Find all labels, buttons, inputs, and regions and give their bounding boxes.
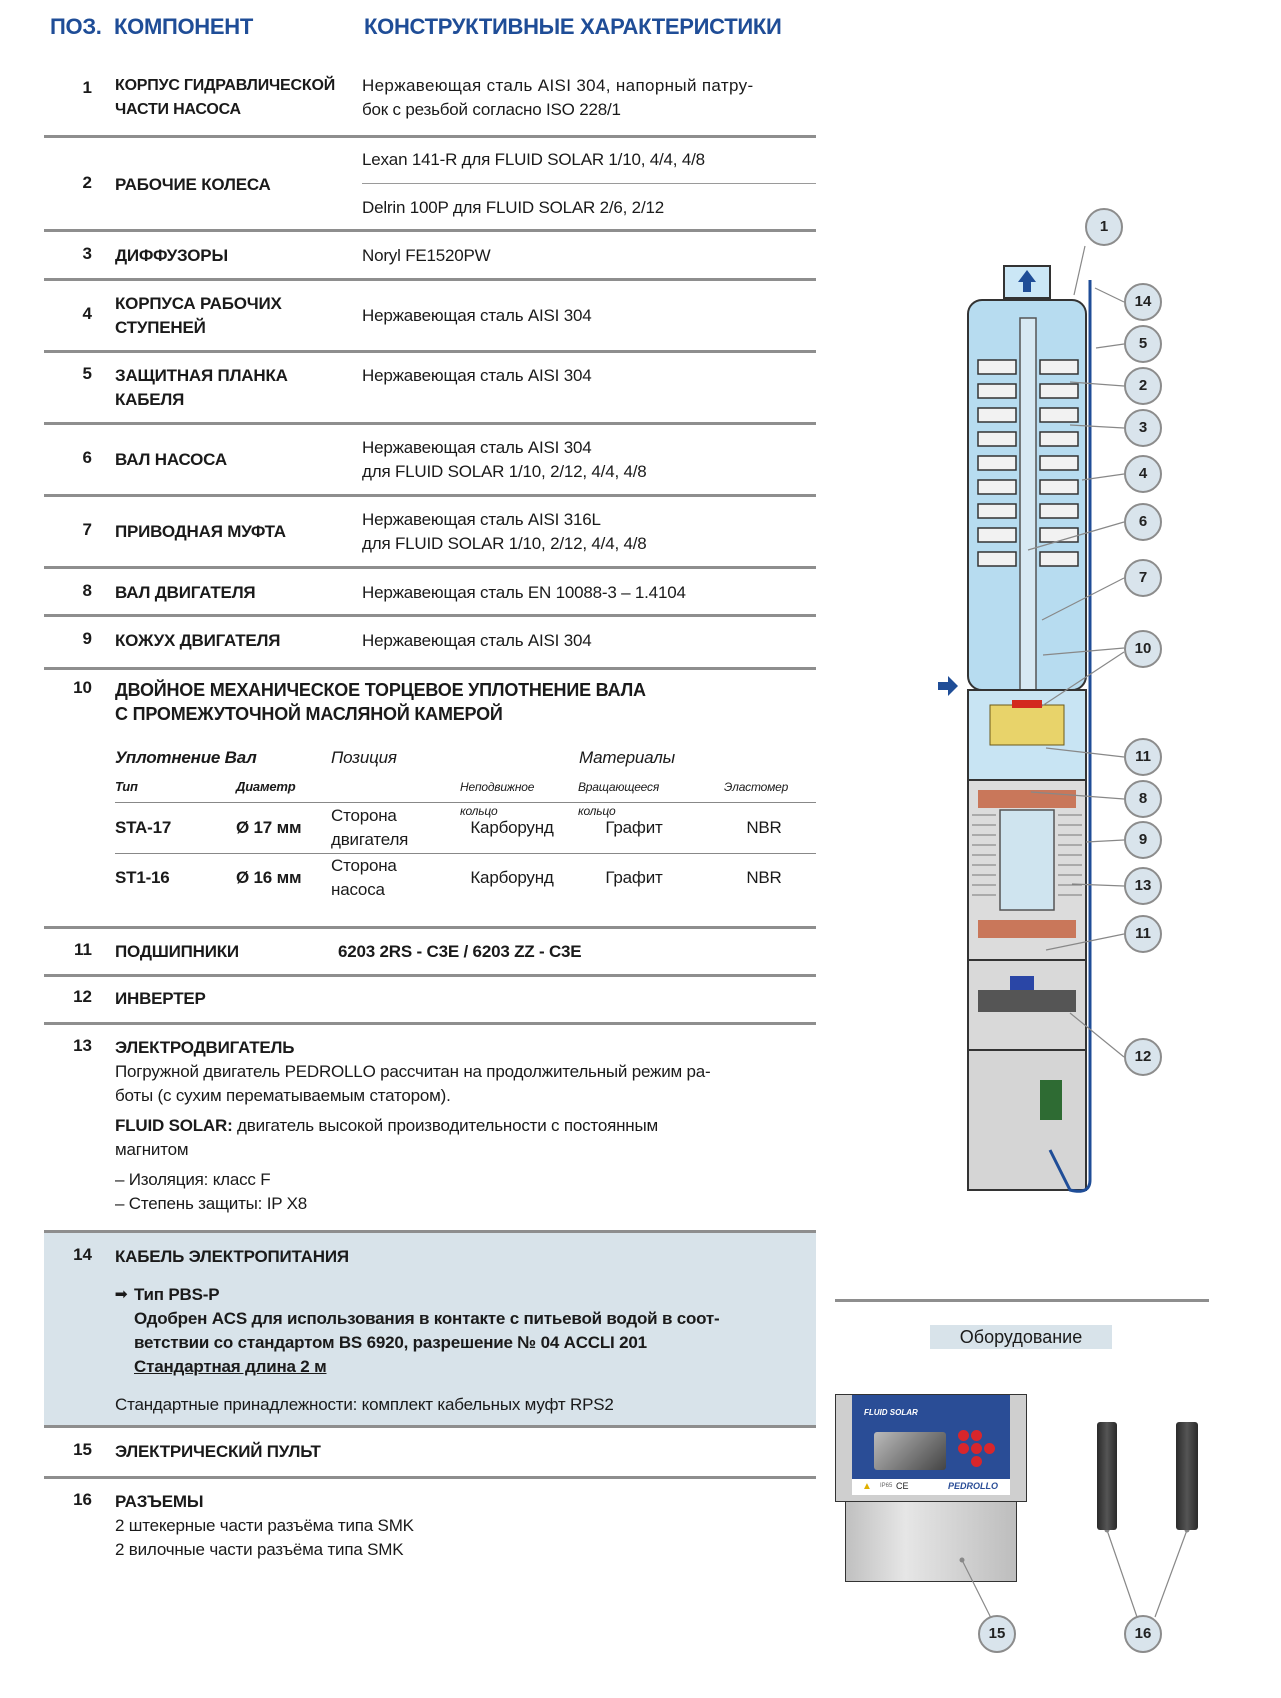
smk-connector-male (1097, 1422, 1117, 1530)
inverter-board (978, 990, 1076, 1012)
smk-connector-female (1176, 1422, 1198, 1530)
row-description-b: Delrin 100P для FLUID SOLAR 2/6, 2/12 (362, 198, 664, 217)
row-component: ВАЛ ДВИГАТЕЛЯ (115, 583, 256, 602)
seal-rotating-ring: Графит (605, 818, 663, 837)
key-ok[interactable] (971, 1443, 982, 1454)
connectors-description (115, 1514, 815, 1562)
seal-type: ST1-16 (115, 868, 170, 887)
callout-14: 14 (1124, 283, 1162, 321)
key-up[interactable] (971, 1430, 982, 1441)
callout-2: 2 (1124, 367, 1162, 405)
seal-type: STA-17 (115, 818, 172, 837)
row-divider (44, 667, 816, 670)
component-line: ЗАЩИТНАЯ ПЛАНКА (115, 366, 288, 385)
cable-connector-block (1040, 1080, 1062, 1120)
callout-10: 10 (1124, 630, 1162, 668)
equipment-divider (835, 1299, 1209, 1302)
callout-5: 5 (1124, 325, 1162, 363)
component-line: КОРПУС ГИДРАВЛИЧЕСКОЙ (115, 77, 335, 94)
position-line: Сторона (331, 806, 397, 825)
row-number: 7 (82, 520, 92, 539)
sub-divider (362, 183, 816, 184)
pedrollo-logo: PEDROLLO (948, 1481, 999, 1491)
row-component: РАБОЧИЕ КОЛЕСА (115, 175, 271, 194)
callout-16: 16 (1124, 1615, 1162, 1653)
callout-11-lower: 11 (1124, 915, 1162, 953)
inlet-arrow-icon (938, 676, 958, 696)
component-line: СТУПЕНЕЙ (115, 318, 206, 337)
component-line: КОРПУСА РАБОЧИХ (115, 294, 282, 313)
row-component: РАЗЪЕМЫ (115, 1492, 204, 1511)
ce-mark: CE (896, 1481, 909, 1491)
shaft-seal-red (1012, 700, 1042, 708)
callout-12: 12 (1124, 1038, 1162, 1076)
row-divider (44, 422, 816, 425)
callout-13: 13 (1124, 867, 1162, 905)
seal-diameter: Ø 16 мм (236, 868, 302, 887)
row-number: 9 (82, 629, 92, 648)
warning-icon: ▲ (862, 1481, 872, 1492)
seal-title-line: С ПРОМЕЖУТОЧНОЙ МАСЛЯНОЙ КАМЕРОЙ (115, 704, 503, 724)
seal-fixed-ring: Карборунд (470, 868, 554, 887)
seal-head-position: Позиция (331, 748, 397, 767)
arrow-icon: ➟ (115, 1286, 128, 1303)
capacitor (1010, 976, 1034, 990)
seal-head-divider (115, 802, 816, 803)
seal-head-rotating-ring: Вращающееся кольцо (578, 780, 660, 818)
row-divider (44, 926, 816, 929)
row-number: 16 (73, 1490, 92, 1509)
row-divider (44, 494, 816, 497)
row-number: 8 (82, 581, 92, 600)
oil-chamber (990, 705, 1064, 745)
description-line: для FLUID SOLAR 1/10, 2/12, 4/4, 4/8 (362, 534, 647, 553)
seal-rotating-ring: Графит (605, 868, 663, 887)
row-divider (44, 135, 816, 138)
controller-brand: FLUID SOLAR (864, 1408, 918, 1417)
seal-head-materials: Материалы (579, 748, 675, 767)
row-number: 11 (74, 940, 92, 959)
cable-standard-length: Стандартная длина 2 м (134, 1357, 327, 1376)
callout-7: 7 (1124, 559, 1162, 597)
row-description: Нержавеющая сталь AISI 304 (362, 306, 592, 325)
seal-title (115, 678, 646, 726)
motor-line: боты (с сухим перематываемым статором). (115, 1086, 451, 1105)
seal-position (331, 854, 441, 902)
connector-line: 2 штекерные части разъёма типа SMK (115, 1516, 414, 1535)
row-component: КОЖУХ ДВИГАТЕЛЯ (115, 631, 281, 650)
row-component: ЭЛЕКТРИЧЕСКИЙ ПУЛЬТ (115, 1442, 321, 1461)
seal-head-type: Тип (115, 779, 138, 794)
key-right[interactable] (984, 1443, 995, 1454)
connector-line: 2 вилочные части разъёма типа SMK (115, 1540, 404, 1559)
row-component (115, 74, 335, 122)
seal-elastomer: NBR (746, 868, 782, 887)
description-line: для FLUID SOLAR 1/10, 2/12, 4/4, 4/8 (362, 462, 647, 481)
seal-head-elastomer: Эластомер (724, 780, 789, 794)
description-line: Нержавеющая сталь AISI 304 (362, 438, 592, 457)
row-divider (44, 974, 816, 977)
controller-keypad (958, 1430, 1008, 1474)
row-number: 1 (82, 78, 92, 97)
equipment-label: Оборудование (930, 1325, 1112, 1349)
row-description-a: Lexan 141-R для FLUID SOLAR 1/10, 4/4, 4/8 (362, 150, 705, 169)
row-description (362, 436, 812, 484)
spec-line: – Изоляция: класс F (115, 1170, 271, 1189)
row-description: Нержавеющая сталь AISI 304 (362, 366, 592, 385)
key-down[interactable] (971, 1456, 982, 1467)
seal-title-line: ДВОЙНОЕ МЕХАНИЧЕСКОЕ ТОРЦЕВОЕ УПЛОТНЕНИЕ ВАЛА (115, 680, 646, 700)
controller-rating: IP65 (880, 1483, 893, 1489)
key-left[interactable] (958, 1443, 969, 1454)
position-line: двигателя (331, 830, 409, 849)
row-divider (44, 278, 816, 281)
seal-head-seal: Уплотнение Вал (115, 748, 257, 767)
row-divider (44, 1476, 816, 1479)
seal-head-fixed-ring: Неподвижное кольцо (460, 780, 535, 818)
seal-position (331, 804, 441, 852)
row-number: 4 (82, 304, 92, 323)
spec-line: – Степень защиты: IP X8 (115, 1194, 307, 1213)
position-line: насоса (331, 880, 385, 899)
motor-line: магнитом (115, 1140, 189, 1159)
header-characteristics: КОНСТРУКТИВНЫЕ ХАРАКТЕРИСТИКИ (364, 14, 782, 39)
callout-4: 4 (1124, 455, 1162, 493)
row-component: ДИФФУЗОРЫ (115, 246, 228, 265)
row-number: 5 (82, 364, 92, 383)
cable-accessories: Стандартные принадлежности: комплект кабельных муфт RPS2 (115, 1395, 614, 1414)
row-description (362, 508, 812, 556)
fluid-solar-label: FLUID SOLAR: (115, 1116, 233, 1135)
row-divider (44, 1230, 816, 1233)
row-description: Нержавеющая сталь AISI 304 (362, 631, 592, 650)
cable-approval (134, 1307, 816, 1355)
callout-11-upper: 11 (1124, 738, 1162, 776)
motor-line: Погружной двигатель PEDROLLO рассчитан на продолжительный режим ра- (115, 1062, 711, 1081)
motor-line (115, 1114, 815, 1138)
seal-row-divider (115, 853, 816, 854)
row-number: 3 (82, 244, 92, 263)
row-description: Noryl FE1520PW (362, 246, 491, 265)
callout-1: 1 (1085, 208, 1123, 246)
seal-head-diameter: Диаметр (236, 779, 296, 794)
motor-fluid-solar (115, 1114, 815, 1162)
row-component (115, 292, 282, 340)
row-component: ЭЛЕКТРОДВИГАТЕЛЬ (115, 1038, 295, 1057)
seal-fixed-ring: Карборунд (470, 818, 554, 837)
cable-type: Тип PBS-P (134, 1285, 220, 1304)
motor-description (115, 1060, 815, 1108)
row-number: 12 (73, 987, 92, 1006)
callout-15: 15 (978, 1615, 1016, 1653)
row-divider (44, 350, 816, 353)
motor-specs (115, 1168, 815, 1216)
description-line: бок с резьбой согласно ISO 228/1 (362, 100, 621, 119)
row-number: 10 (73, 678, 92, 697)
row-divider (44, 1022, 816, 1025)
row-divider (44, 1425, 816, 1428)
seal-elastomer: NBR (746, 818, 782, 837)
header-pos: ПОЗ. (50, 14, 102, 39)
row-component: ВАЛ НАСОСА (115, 450, 227, 469)
row-component: КАБЕЛЬ ЭЛЕКТРОПИТАНИЯ (115, 1247, 349, 1266)
row-component: ПОДШИПНИКИ (115, 942, 239, 961)
row-component: ИНВЕРТЕР (115, 989, 206, 1008)
callout-3: 3 (1124, 409, 1162, 447)
component-line: ЧАСТИ НАСОСА (115, 101, 241, 118)
row-number: 13 (73, 1036, 92, 1055)
row-component (115, 364, 288, 412)
row-number: 14 (73, 1245, 92, 1264)
description-line: Нержавеющая сталь AISI 304, напорный патру- (362, 76, 754, 95)
component-line: КАБЕЛЯ (115, 390, 185, 409)
fluid-solar-text: двигатель высокой производительности с постоянным (232, 1116, 658, 1135)
row-divider (44, 614, 816, 617)
row-description: Нержавеющая сталь EN 10088-3 – 1.4104 (362, 583, 686, 602)
row-divider (44, 566, 816, 569)
row-divider (44, 229, 816, 232)
approval-line: ветствии со стандартом BS 6920, разрешение № 04 ACCLI 201 (134, 1333, 647, 1352)
row-description (362, 74, 812, 122)
row-component: ПРИВОДНАЯ МУФТА (115, 522, 286, 541)
callout-9: 9 (1124, 821, 1162, 859)
row-number: 15 (73, 1440, 92, 1459)
header-component: КОМПОНЕНТ (114, 14, 253, 39)
key-esc[interactable] (958, 1430, 969, 1441)
approval-line: Одобрен ACS для использования в контакте с питьевой водой в соот- (134, 1309, 720, 1328)
seal-diameter: Ø 17 мм (236, 818, 302, 837)
pump-base (968, 1050, 1086, 1190)
position-line: Сторона (331, 856, 397, 875)
callout-6: 6 (1124, 503, 1162, 541)
row-number: 6 (82, 448, 92, 467)
bearings-value: 6203 2RS - C3E / 6203 ZZ - C3E (338, 942, 582, 961)
callout-8: 8 (1124, 780, 1162, 818)
row-number: 2 (82, 173, 92, 192)
description-line: Нержавеющая сталь AISI 316L (362, 510, 601, 529)
motor-rotor (1000, 810, 1054, 910)
controller-display (874, 1432, 946, 1470)
